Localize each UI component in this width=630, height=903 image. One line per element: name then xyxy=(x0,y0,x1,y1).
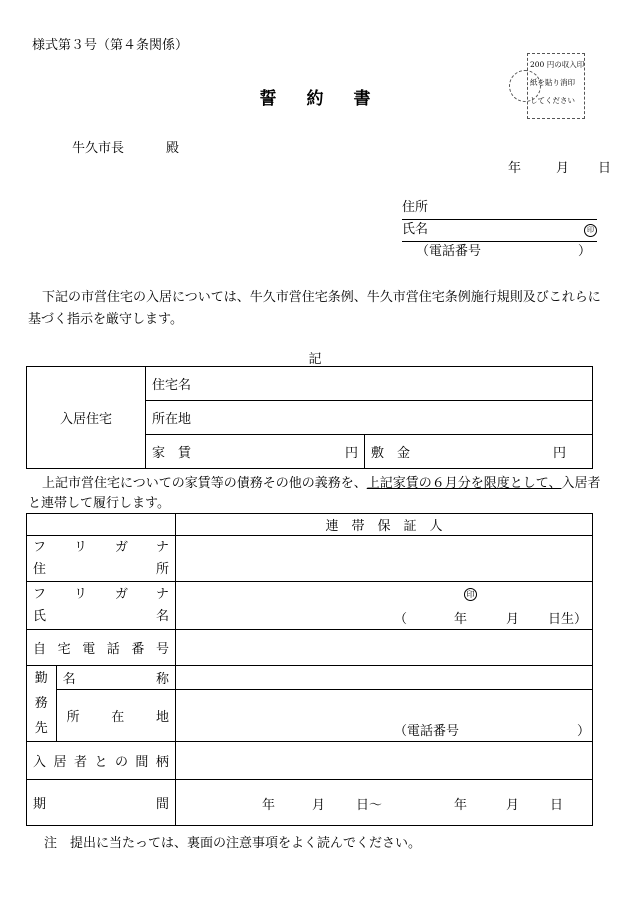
seal-mark-guarantor: 印 xyxy=(464,588,477,601)
page-title: 誓約書 xyxy=(259,89,401,109)
date-year: 年 xyxy=(508,161,522,176)
housing-name-label: 住宅名 xyxy=(152,378,192,393)
seal-mark: 印 xyxy=(584,224,597,237)
deposit-label: 敷 金 xyxy=(371,446,411,461)
period-cell[interactable]: 年 月 日～ 年 月 日 xyxy=(176,780,593,826)
applicant-name-label: 氏名 xyxy=(402,222,429,237)
housing-location-label: 所在地 xyxy=(152,412,192,427)
guarantor-header: 連 帯 保 証 人 xyxy=(176,514,593,536)
rent-cell[interactable] xyxy=(146,435,365,469)
deposit-unit: 円 xyxy=(552,446,566,461)
furigana-label: フ リ ガ ナ xyxy=(33,539,169,555)
relation-cell[interactable] xyxy=(176,742,593,780)
stamp-text-3: してください xyxy=(530,96,575,105)
home-phone-label: 自 宅 電 話 番 号 xyxy=(33,642,169,657)
honorific: 殿 xyxy=(166,141,180,156)
rent-label: 家 賃 xyxy=(152,446,192,461)
joint-text-before: 上記市営住宅についての家賃等の債務その他の義務を、 xyxy=(42,476,367,491)
applicant-phone-label: （電話番号 xyxy=(416,244,482,259)
stamp-text-2: 紙を貼り消印 xyxy=(530,78,575,87)
work-name-cell[interactable] xyxy=(176,666,593,690)
date-day: 日 xyxy=(598,161,612,176)
pledge-text: 下記の市営住宅の入居については、牛久市営住宅条例、牛久市営住宅条例施行規則及びこれらに基づく指示を厳守します。 xyxy=(28,290,601,327)
applicant-address-label: 住所 xyxy=(402,200,429,215)
applicant-address-row[interactable] xyxy=(402,198,597,220)
guarantor-name-cell[interactable] xyxy=(176,582,593,630)
housing-table xyxy=(26,366,593,469)
footnote: 注 提出に当たっては、裏面の注意事項をよく読んでください。 xyxy=(44,836,422,851)
applicant-phone-row[interactable] xyxy=(402,242,597,263)
address-label: 住 所 xyxy=(33,561,169,577)
name-label: 氏 名 xyxy=(33,608,169,624)
applicant-name-row[interactable] xyxy=(402,220,597,242)
ki-label: 記 xyxy=(308,352,322,367)
housing-location-cell[interactable] xyxy=(146,401,593,435)
joint-liability-text xyxy=(28,474,603,514)
workplace-label: 勤 務 先 xyxy=(27,666,57,742)
date-month: 月 xyxy=(556,161,570,176)
home-phone-cell[interactable] xyxy=(176,630,593,666)
applicant-phone-close: ） xyxy=(577,244,591,259)
furigana-label-2: フ リ ガ ナ xyxy=(33,586,169,602)
guarantor-table xyxy=(26,513,593,826)
housing-name-cell[interactable] xyxy=(146,367,593,401)
stamp-text-1: 200 円の収入印 xyxy=(530,60,585,69)
addressee: 牛久市長 xyxy=(72,141,125,156)
work-location-label: 所 在 地 xyxy=(66,710,169,725)
work-location-cell[interactable] xyxy=(176,690,593,742)
period-label: 期 間 xyxy=(33,797,169,812)
cancel-mark-circle xyxy=(509,70,541,102)
housing-label: 入居住宅 xyxy=(27,367,146,469)
joint-text-after: 入居者と連帯して履行します。 xyxy=(28,476,601,511)
relation-label: 入 居 者 と の 間 柄 xyxy=(33,755,169,770)
joint-text-underlined: 上記家賃の６月分を限度として、 xyxy=(366,476,562,491)
work-phone: （電話番号 ） xyxy=(394,724,590,739)
applicant-block xyxy=(402,198,597,263)
birth-date: （ 年 月 日生） xyxy=(394,612,588,627)
guarantor-address-cell[interactable] xyxy=(176,536,593,582)
deposit-cell[interactable] xyxy=(365,435,593,469)
date-line xyxy=(508,157,626,176)
form-number: 様式第３号（第４条関係） xyxy=(32,38,189,53)
work-name-label: 名 称 xyxy=(62,672,169,687)
rent-unit: 円 xyxy=(344,446,358,461)
